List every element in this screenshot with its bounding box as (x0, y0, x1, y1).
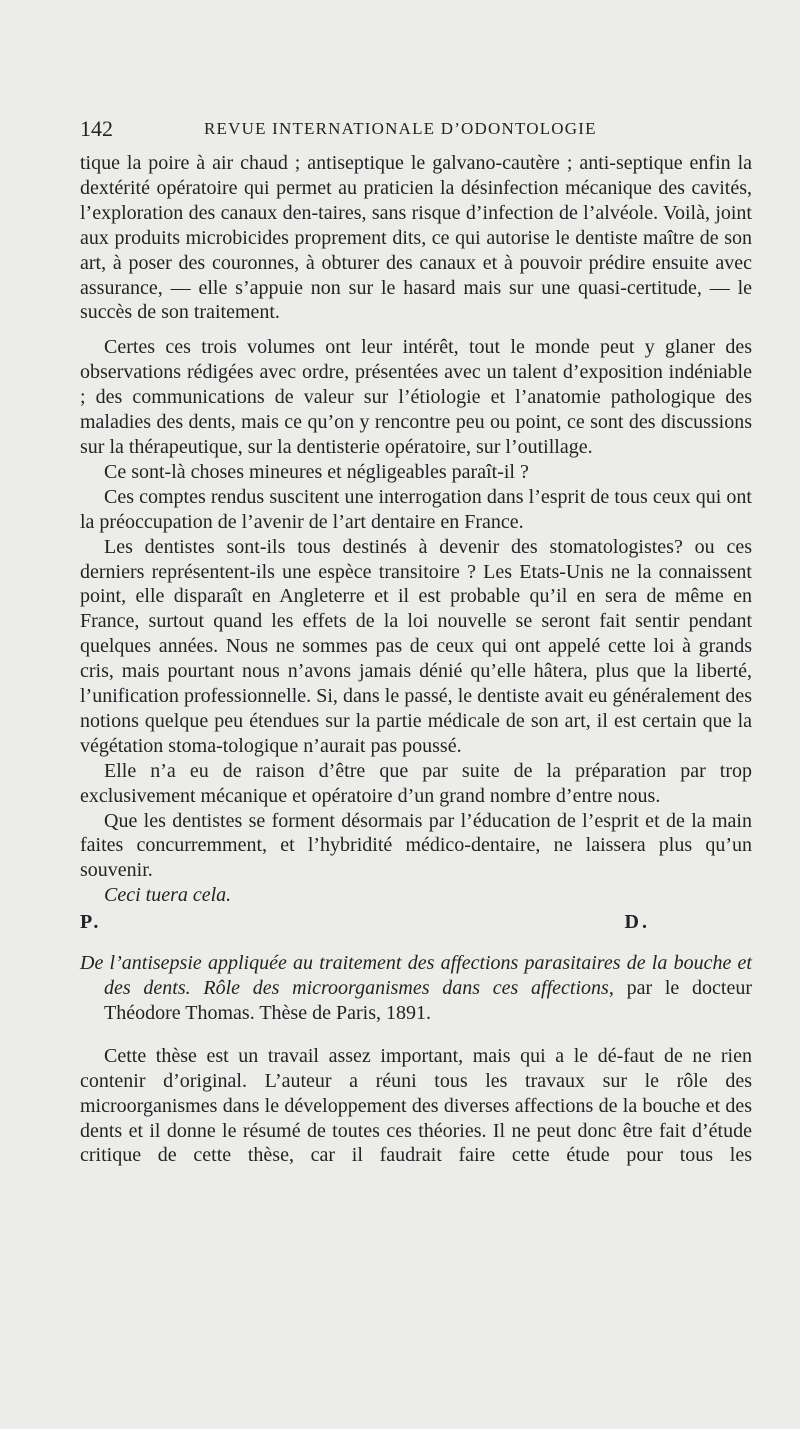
review-byline: par le docteur Théodore Thomas. Thèse de Paris, 1891. (104, 977, 752, 1024)
signature: P. D. (80, 911, 650, 934)
review-heading (80, 951, 752, 1026)
article-body (80, 151, 752, 1168)
paragraph-5: Les dentistes sont-ils tous destinés à devenir des stomatologistes? ou ces derniers représentent-ils une espèce transitoire ? Les Etats-Unis ne la connaissent point, elle disparaît en Angleterre et il est probable qu’il en sera de même en France, surtout quand les effets de la loi nouvelle se seront fait sentir pendant quelques années. Nous ne sommes pas de ceux qui ont appelé cette loi à grands cris, mais pourtant nous n’avons jamais dénié qu’elle hâtera, plus que la liberté, l’unification professionnelle. Si, dans le passé, le dentiste avait eu généralement des notions quelque peu étendues sur la partie médicale de son art, il est certain que la végétation stoma-tologique n’aurait pas poussé. (80, 535, 752, 757)
paragraph-7: Que les dentistes se forment désormais par l’éducation de l’esprit et de la main faites concurremment, et l’hybridité médico-dentaire, ne laissera plus qu’un souvenir. (80, 809, 752, 882)
review-paragraph-1: Cette thèse est un travail assez important, mais qui a le dé-faut de ne rien contenir d’original. L’auteur a réuni tous les travaux sur le rôle des microorganismes dans le développement des diverses affections de la bouche et des dents et il donne le résumé de toutes ces théories. Il ne peut donc être fait d’étude critique de cette thèse, car il faudrait faire cette étude pour tous les (80, 1044, 752, 1167)
review-title: De l’antisepsie appliquée au traitement des affections parasitaires de la bouche et des dents. Rôle des microorganismes dans ces affections, (80, 952, 752, 999)
paragraph-1: tique la poire à air chaud ; antiseptique le galvano-cautère ; anti-septique enfin la dextérité opératoire qui permet au praticien la désinfection mécanique des cavités, l’exploration des canaux den-taires, sans risque d’infection de l’alvéole. Voilà, joint aux produits microbicides proprement dits, ce qui autorise le dentiste maître de son art, à poser des couronnes, à obturer des canaux et à pouvoir prédire ensuite avec assurance, — elle s’appuie non sur le hasard mais sur une quasi-certitude, — le succès de son traitement. (80, 152, 752, 324)
page-number: 142 (80, 116, 113, 141)
paragraph-6: Elle n’a eu de raison d’être que par suite de la préparation par trop exclusivement mécanique et opératoire d’un grand nombre d’entre nous. (80, 759, 752, 807)
paragraph-4: Ces comptes rendus suscitent une interrogation dans l’esprit de tous ceux qui ont la préoccupation de l’avenir de l’art dentaire en France. (80, 485, 752, 533)
running-head: REVUE INTERNATIONALE D’ODONTOLOGIE (204, 119, 597, 138)
paragraph-3: Ce sont-là choses mineures et négligeables paraît-il ? (104, 460, 529, 483)
page-header (80, 116, 752, 142)
paragraph-2: Certes ces trois volumes ont leur intérêt, tout le monde peut y glaner des observations rédigées avec ordre, présentées avec un talent d’exposition indéniable ; des communications de valeur sur l’étiologie et l’anatomie pathologique des maladies des dents, mais ce qu’on y rencontre peu ou point, ce sont des discussions sur la thérapeutique, sur la dentisterie opératoire, sur l’outillage. (80, 336, 752, 458)
closing-quote: Ceci tuera cela. (104, 884, 232, 907)
